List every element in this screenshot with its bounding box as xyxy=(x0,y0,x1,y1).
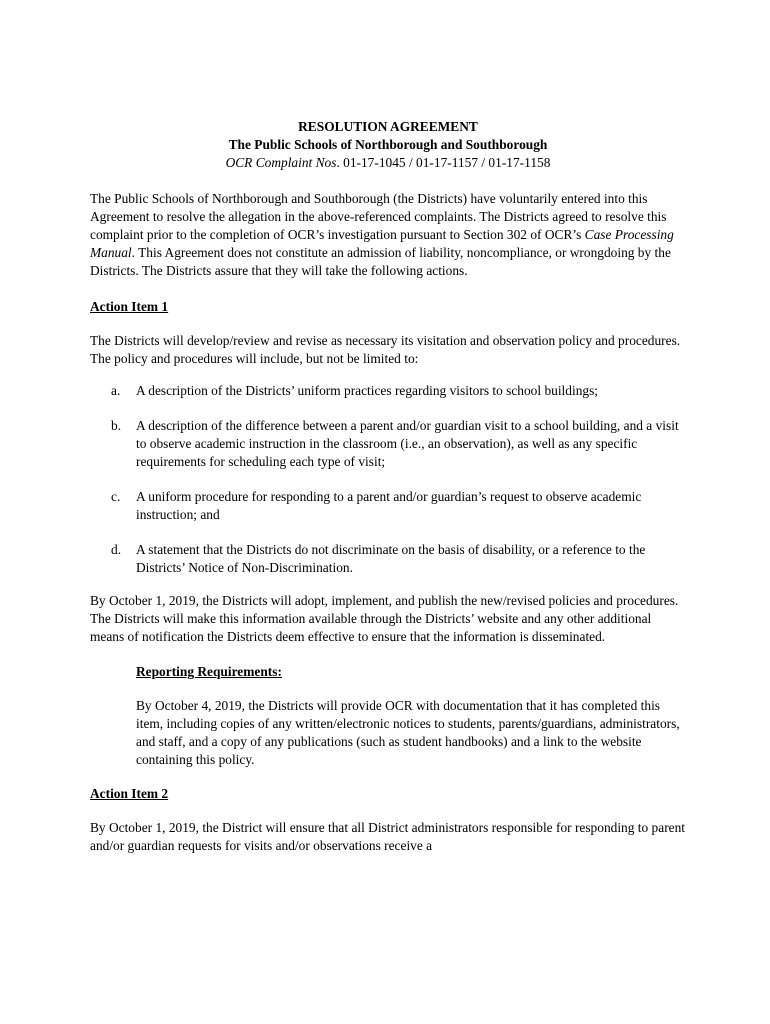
document-title: RESOLUTION AGREEMENT xyxy=(298,119,478,134)
list-item-text: A description of the difference between a parent and/or guardian visit to a school building, and a visit to observe academic instruction in the classroom (i.e., an observation), as well as any specific requirements for scheduling each type of visit; xyxy=(136,418,679,469)
list-marker: c. xyxy=(111,489,121,504)
action-item-2-heading: Action Item 2 xyxy=(90,786,169,801)
action-item-2-body: By October 1, 2019, the District will ensure that all District administrators responsible for responding to parent and/or guardian requests for visits and/or observations receive a xyxy=(90,820,686,853)
intro-paragraph xyxy=(90,190,686,280)
list-item xyxy=(90,541,686,577)
intro-text-part1: The Public Schools of Northborough and Southborough (the Districts) have voluntarily entered into this Agreement to resolve the allegation in the above-referenced complaints. The Districts agreed to resolve this complaint prior to the completion of OCR’s investigation pursuant to Section 302 of OCR’s xyxy=(90,191,667,242)
action-item-1-body: The Districts will develop/review and revise as necessary its visitation and observation policy and procedures. The policy and procedures will include, but not be limited to: xyxy=(90,333,681,366)
list-marker: d. xyxy=(111,542,122,557)
list-item xyxy=(90,417,686,471)
action-item-1-heading: Action Item 1 xyxy=(90,299,169,314)
document-subtitle: The Public Schools of Northborough and Southborough xyxy=(228,137,548,152)
case-processing-manual: Case Processing Manual xyxy=(90,227,674,260)
intro-text-part2: . This Agreement does not constitute an admission of liability, noncompliance, or wrongdoing by the Districts. The Districts assure that they will take the following actions. xyxy=(90,245,671,278)
complaint-label: OCR Complaint Nos xyxy=(225,155,337,170)
list-item xyxy=(90,382,686,400)
list-item xyxy=(90,488,686,524)
reporting-requirements xyxy=(136,663,686,769)
reporting-requirements-heading: Reporting Requirements: xyxy=(136,664,282,679)
list-item-text: A description of the Districts’ uniform practices regarding visitors to school buildings; xyxy=(136,383,599,398)
complaint-line xyxy=(90,154,686,172)
list-item-text: A statement that the Districts do not discriminate on the basis of disability, or a reference to the Districts’ Notice of Non-Discrimination. xyxy=(136,542,646,575)
list-marker: b. xyxy=(111,418,122,433)
reporting-requirements-body: By October 4, 2019, the Districts will provide OCR with documentation that it has completed this item, including copies of any written/electronic notices to students, parents/guardians, administrators, and staff, and a copy of any publications (such as student handbooks) and a link to the website containing this policy. xyxy=(136,698,680,767)
list-marker: a. xyxy=(111,383,121,398)
document-header xyxy=(90,118,686,172)
list-item-text: A uniform procedure for responding to a parent and/or guardian’s request to observe academic instruction; and xyxy=(136,489,642,522)
publication-paragraph: By October 1, 2019, the Districts will adopt, implement, and publish the new/revised policies and procedures. The Districts will make this information available through the Districts’ website and any other additional means of notification the Districts deem effective to ensure that the information is disseminated. xyxy=(90,593,679,644)
document-page xyxy=(90,118,686,855)
action-item-1-list xyxy=(90,382,686,577)
complaint-numbers: . 01-17-1045 / 01-17-1157 / 01-17-1158 xyxy=(336,155,551,170)
